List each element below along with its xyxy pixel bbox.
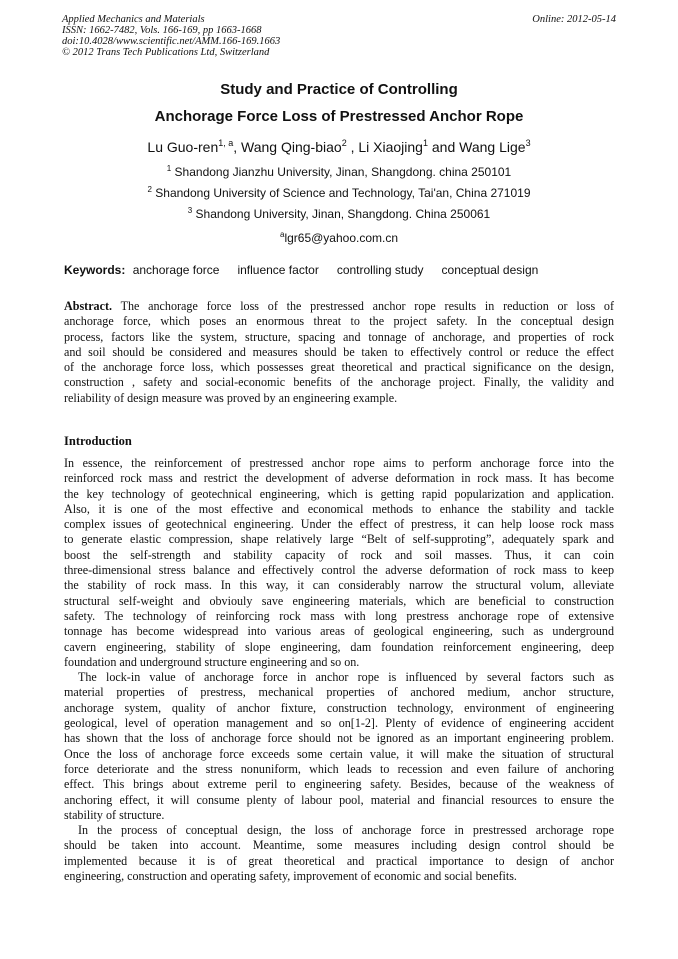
doi-line: doi:10.4028/www.scientific.net/AMM.166-169.1663 [62,36,281,47]
abstract-text: The anchorage force loss of the prestressed anchor rope results in reduction or loss of [112,299,614,313]
affiliation-1 [0,164,678,179]
abstract-line: of the anchorage force loss, which possesses great theoretical and practical significance on the design, [64,360,614,375]
issn-line: ISSN: 1662-7482, Vols. 166-169, pp 1663-1668 [62,25,262,36]
intro-line: the key technology of geotechnical engineering, which is getting rapid popularization and application. [64,486,614,501]
contact-email [0,230,678,245]
intro-line: the stability of rock mass. In this way, it can considerably narrow the structural volum, alleviate [64,578,614,593]
intro-line: engineering, construction and operating safety, improvement of economic and social benefits. [64,869,517,884]
keyword: controlling study [336,263,424,277]
intro-line: boost the self-strength and stability capacity of rock and soil masses. Thus, it can coin [64,547,614,562]
author-name: and Wang Lige [428,139,526,155]
abstract-paragraph [64,299,614,406]
intro-line: effect. This brings about extreme peril to engineering safety. Besides, because of the weakness of [64,777,614,792]
author-affiliation-mark: 1, a [218,138,234,148]
intro-line: stability of structure. [64,807,165,822]
intro-line: complex issues of geotechnical engineering. Under the effect of prestress, it can help loose rock mass [64,517,614,532]
paper-title-line-1: Study and Practice of Controlling [220,81,458,98]
abstract-line: and soil should be considered and measures should be taken to effectively control or reduce the effect [64,344,614,359]
intro-line: has shown that the loss of anchorage force should not be ignored as an important engineering problem. [64,731,614,746]
intro-line: The lock-in value of anchorage force in anchor rope is influenced by several factors such as [78,670,614,685]
affiliation-text: Shandong University, Jinan, Shangdong. China 250061 [192,207,491,221]
intro-line: material properties of prestress, mechanical properties of anchored medium, anchor structure, [64,685,614,700]
abstract-label: Abstract. [64,299,113,313]
intro-line: In essence, the reinforcement of prestressed anchor rope aims to perform anchorage force into the [64,456,614,470]
journal-name: Applied Mechanics and Materials [62,14,205,25]
keyword: anchorage force [132,263,220,277]
intro-line: reinforced rock mass and restrict the development of adverse deformation in rock mass. It has become [64,471,614,486]
affiliation-text: Shandong Jianzhu University, Jinan, Shangdong. china 250101 [171,165,512,179]
introduction-body [64,456,614,884]
section-heading-introduction: Introduction [64,434,132,448]
author-list [0,138,678,155]
email-mark: a [279,230,285,239]
intro-line: Also, it is one of the most effective and economical methods to enhance the stability and tackle [64,501,614,516]
intro-line: should be taken into account. Meantime, some measures including design control should be [64,838,614,853]
intro-line: In the process of conceptual design, the loss of anchorage force in prestressed archorage rope [78,823,614,838]
intro-line: three-dimensional stress balance and effectively control the adverse deformation of rock mass to keep [64,563,614,578]
paper-title-line-2: Anchorage Force Loss of Prestressed Anchor Rope [154,108,524,125]
author-name: , Wang Qing-biao [233,139,342,155]
author-name: Lu Guo-ren [147,139,219,155]
affiliation-2 [0,185,678,200]
keywords-label: Keywords: [64,263,126,277]
intro-line: geological, level of operation management and so on[1-2]. Plenty of evidence of engineering accident [64,716,614,731]
affiliation-mark: 3 [187,206,193,215]
keyword: influence factor [237,263,319,277]
keywords-line [64,263,624,277]
intro-line: force deteriorate and the stress nonuniform, which leads to recession and even failure of anchoring [64,761,614,776]
intro-line: structural self-weight and obviouly save engineering materials, which are beneficial to construction [64,593,614,608]
intro-line: safety. The technology of reinforcing rock mass with long prestress anchorage rope of extensive [64,608,614,623]
abstract-line: anchorage force, which poses an enormous threat to the project safety. In the conceptual design [64,314,614,329]
keyword: conceptual design [441,263,539,277]
email-address: lgr65@yahoo.com.cn [284,231,399,245]
author-affiliation-mark: 3 [525,138,531,148]
abstract-line: reliability of design measure was proved by an engineering example. [64,390,398,405]
intro-line: tonnage has become widespread into various areas of geological engineering, such as underground [64,624,614,639]
affiliation-3 [0,206,678,221]
journal-header [62,14,616,58]
abstract-line: process, factors like the system, structure, spacing and tonnage of anchorage, and properties of rock [64,329,614,344]
author-name: , Li Xiaojing [346,139,423,155]
online-date: Online: 2012-05-14 [532,14,616,25]
abstract-line [64,299,614,314]
intro-line: implemented because it is of great theoretical and practical importance to design of anchor [64,853,614,868]
intro-line: to generate elastic compression, shape relatively large “Belt of self-supproting”, adequately spark and [64,532,614,547]
abstract-line: construction , safety and social-economic benefits of the anchorage project. Finally, the validity and [64,375,614,390]
intro-line: Once the loss of anchorage force exceeds some certain value, it will make the situation of structural [64,746,614,761]
affiliation-mark: 2 [147,185,152,194]
intro-line: cavern engineering, stability of slope engineering, dam foundation reinforcement engineering, deep [64,639,614,654]
copyright-line: © 2012 Trans Tech Publications Ltd, Switzerland [62,47,270,58]
author-affiliation-mark: 2 [341,138,347,148]
author-affiliation-mark: 1 [422,138,428,148]
affiliation-mark: 1 [166,164,172,173]
affiliation-text: Shandong University of Science and Technology, Tai'an, China 271019 [151,186,531,200]
intro-line: anchorage system, quality of anchor fixture, construction technology, environment of engineering [64,700,614,715]
intro-line: foundation and underground structure engineering and so on. [64,654,360,669]
intro-line: anchoring effect, it will consume plenty of labour pool, material and financial resources to ensure the [64,792,614,807]
